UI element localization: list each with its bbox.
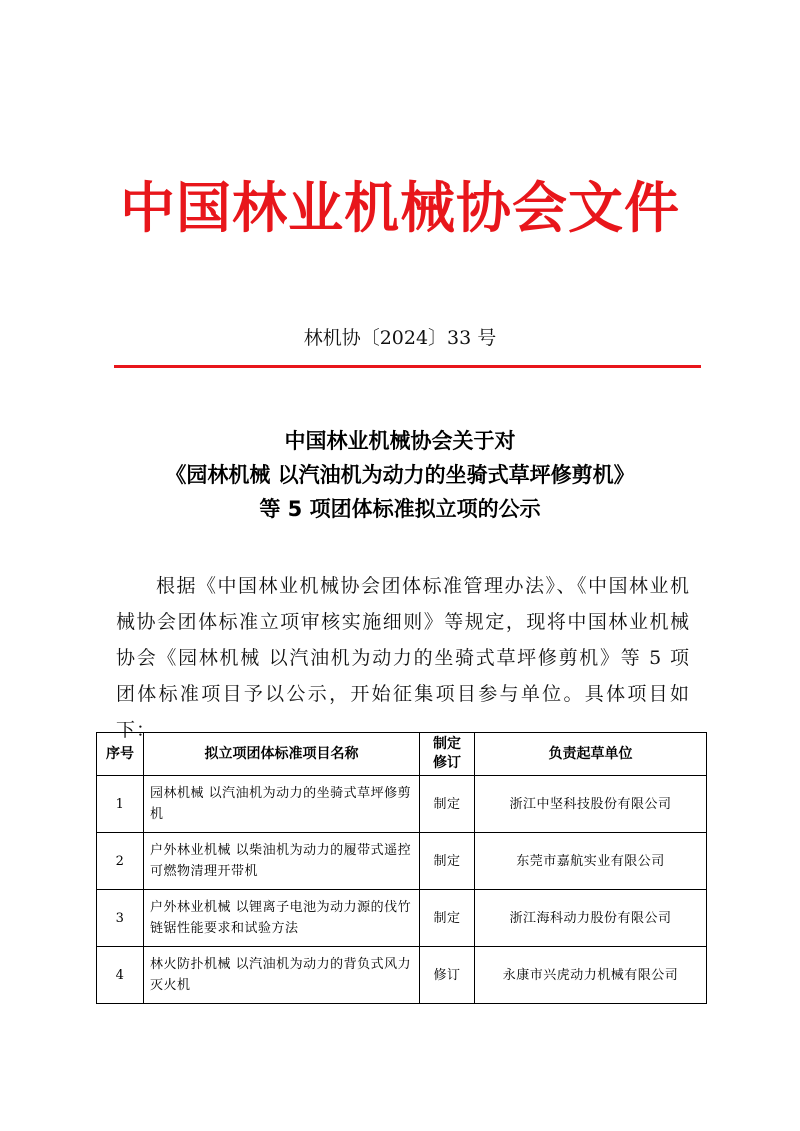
project-table xyxy=(96,732,707,1004)
table-row xyxy=(97,890,707,947)
row-number: 2 xyxy=(97,833,144,890)
table-row xyxy=(97,833,707,890)
table-row xyxy=(97,947,707,1004)
row-project-name: 园林机械 以汽油机为动力的坐骑式草坪修剪机 xyxy=(144,776,420,833)
header-type xyxy=(420,733,475,776)
notice-title xyxy=(0,424,800,526)
row-type: 制定 xyxy=(420,776,475,833)
row-project-name: 林火防扑机械 以汽油机为动力的背负式风力灭火机 xyxy=(144,947,420,1004)
row-drafting-unit: 浙江中坚科技股份有限公司 xyxy=(475,776,707,833)
row-number: 1 xyxy=(97,776,144,833)
row-project-name: 户外林业机械 以锂离子电池为动力源的伐竹链锯性能要求和试验方法 xyxy=(144,890,420,947)
row-number: 4 xyxy=(97,947,144,1004)
table-row xyxy=(97,776,707,833)
row-project-name: 户外林业机械 以柴油机为动力的履带式遥控可燃物清理开带机 xyxy=(144,833,420,890)
row-number: 3 xyxy=(97,890,144,947)
masthead-title: 中国林业机械协会文件 xyxy=(119,176,680,240)
table-header-row xyxy=(97,733,707,776)
header-type-line-2: 修订 xyxy=(433,755,461,771)
row-drafting-unit: 东莞市嘉航实业有限公司 xyxy=(475,833,707,890)
row-type: 修订 xyxy=(420,947,475,1004)
row-drafting-unit: 永康市兴虎动力机械有限公司 xyxy=(475,947,707,1004)
header-project-name: 拟立项团体标准项目名称 xyxy=(144,733,420,776)
header-number: 序号 xyxy=(97,733,144,776)
header-drafting-unit: 负责起草单位 xyxy=(475,733,707,776)
row-type: 制定 xyxy=(420,833,475,890)
notice-title-line-2: 《园林机械 以汽油机为动力的坐骑式草坪修剪机》 xyxy=(165,463,635,487)
document-number: 林机协〔2024〕33 号 xyxy=(303,327,497,349)
row-type: 制定 xyxy=(420,890,475,947)
red-divider-line xyxy=(114,365,701,368)
row-drafting-unit: 浙江海科动力股份有限公司 xyxy=(475,890,707,947)
notice-title-line-3: 等 5 项团体标准拟立项的公示 xyxy=(259,497,541,521)
body-paragraph: 根据《中国林业机械协会团体标准管理办法》、《中国林业机械协会团体标准立项审核实施细则》等规定，现将中国林业机械协会《园林机械 以汽油机为动力的坐骑式草坪修剪机》等 5 项团体标准项目予以公示，开始征集项目参与单位。具体项目如下： xyxy=(116,575,690,741)
header-type-line-1: 制定 xyxy=(433,736,461,752)
notice-title-line-1: 中国林业机械协会关于对 xyxy=(284,429,516,453)
